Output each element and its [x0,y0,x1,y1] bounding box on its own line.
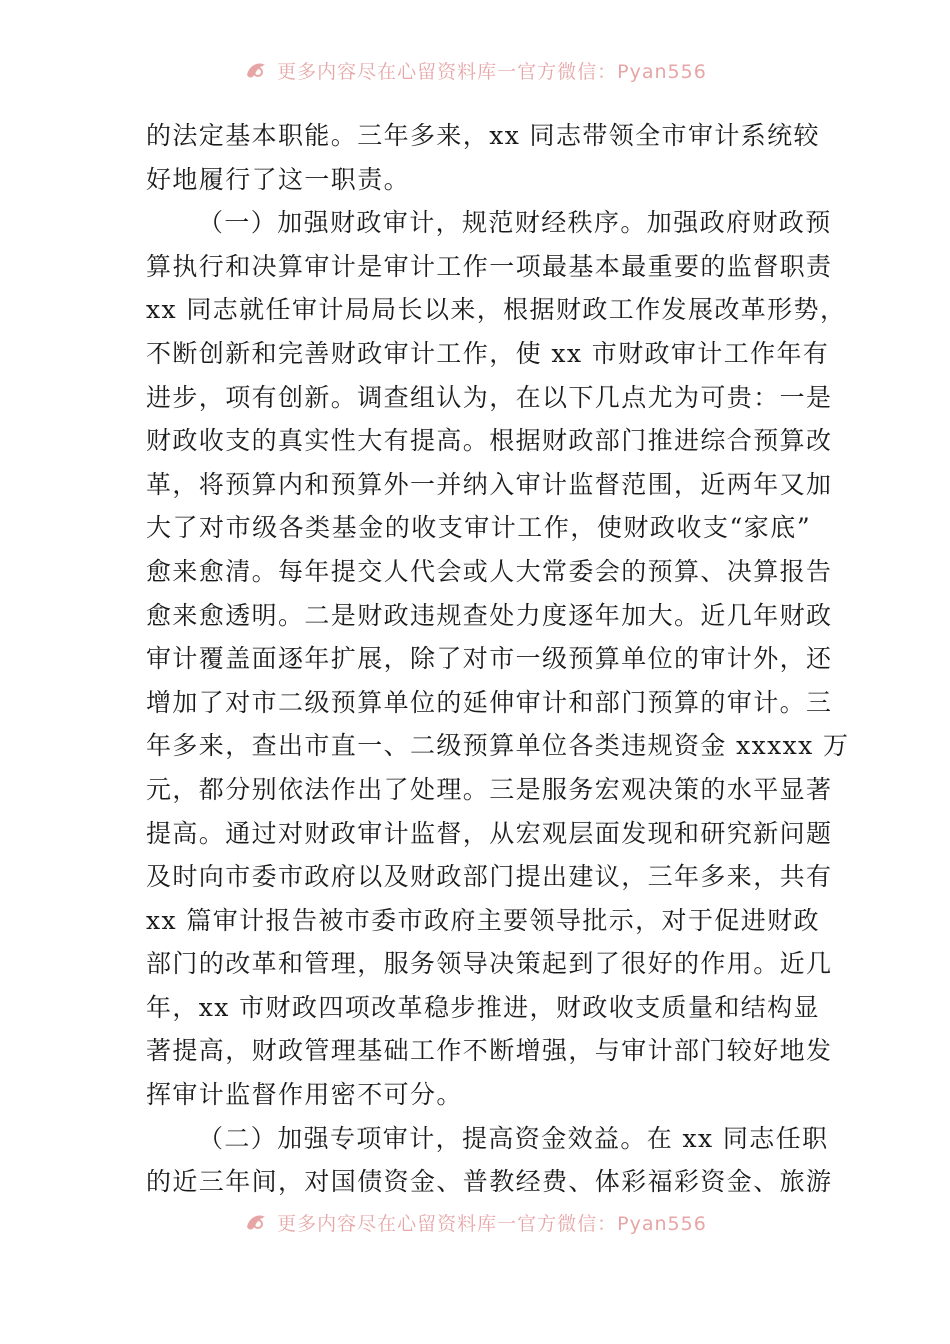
section-heading-line: （二）加强专项审计，提高资金效益。在 xx 同志任职 [198,1123,829,1153]
body-line: 革，将预算内和预算外一并纳入审计监督范围，近两年又加 [146,469,833,499]
body-line: 审计覆盖面逐年扩展，除了对市一级预算单位的审计外，还 [146,644,833,674]
body-line: 年，xx 市财政四项改革稳步推进，财政收支质量和结构显 [146,992,820,1022]
watermark-bottom [0,1202,950,1242]
body-line: 不断创新和完善财政审计工作，使 xx 市财政审计工作年有 [146,338,830,368]
watermark-logo-icon [243,57,269,83]
watermark-logo-icon [243,1209,269,1235]
body-line: 的近三年间，对国债资金、普教经费、体彩福彩资金、旅游 [146,1167,833,1197]
body-line: 挥审计监督作用密不可分。 [146,1080,463,1110]
body-line: 财政收支的真实性大有提高。根据财政部门推进综合预算改 [146,426,833,456]
body-line: 进步，项有创新。调查组认为，在以下几点尤为可贵：一是 [146,382,833,412]
body-line: xx 篇审计报告被市委市政府主要领导批示，对于促进财政 [146,905,820,935]
body-line: 年多来，查出市直一、二级预算单位各类违规资金 xxxxx 万 [146,731,850,761]
body-line: 愈来愈透明。二是财政违规查处力度逐年加大。近几年财政 [146,600,833,630]
body-line: xx 同志就任审计局局长以来，根据财政工作发展改革形势， [146,295,847,325]
watermark-text: 更多内容尽在心留资料库一官方微信：Pyan556 [277,60,707,83]
body-line: 部门的改革和管理，服务领导决策起到了很好的作用。近几 [146,949,833,979]
body-line: 增加了对市二级预算单位的延伸审计和部门预算的审计。三 [146,687,833,717]
body-line: 及时向市委市政府以及财政部门提出建议，三年多来，共有 [146,862,833,892]
watermark-top [0,50,950,90]
body-line: 元，都分别依法作出了处理。三是服务宏观决策的水平显著 [146,774,833,804]
body-line: 好地履行了这一职责。 [146,164,411,194]
body-line: 提高。通过对财政审计监督，从宏观层面发现和研究新问题 [146,818,833,848]
document-body [146,114,850,1204]
body-line: 算执行和决算审计是审计工作一项最基本最重要的监督职责 [146,251,833,281]
watermark-text: 更多内容尽在心留资料库一官方微信：Pyan556 [277,1212,707,1235]
section-heading-line: （一）加强财政审计，规范财经秩序。加强政府财政预 [198,208,832,238]
body-line: 著提高，财政管理基础工作不断增强，与审计部门较好地发 [146,1036,833,1066]
body-line: 的法定基本职能。三年多来，xx 同志带领全市审计系统较 [146,121,820,150]
body-line: 大了对市级各类基金的收支审计工作，使财政收支“家底” [146,513,811,543]
body-line: 愈来愈清。每年提交人代会或人大常委会的预算、决算报告 [146,556,833,586]
